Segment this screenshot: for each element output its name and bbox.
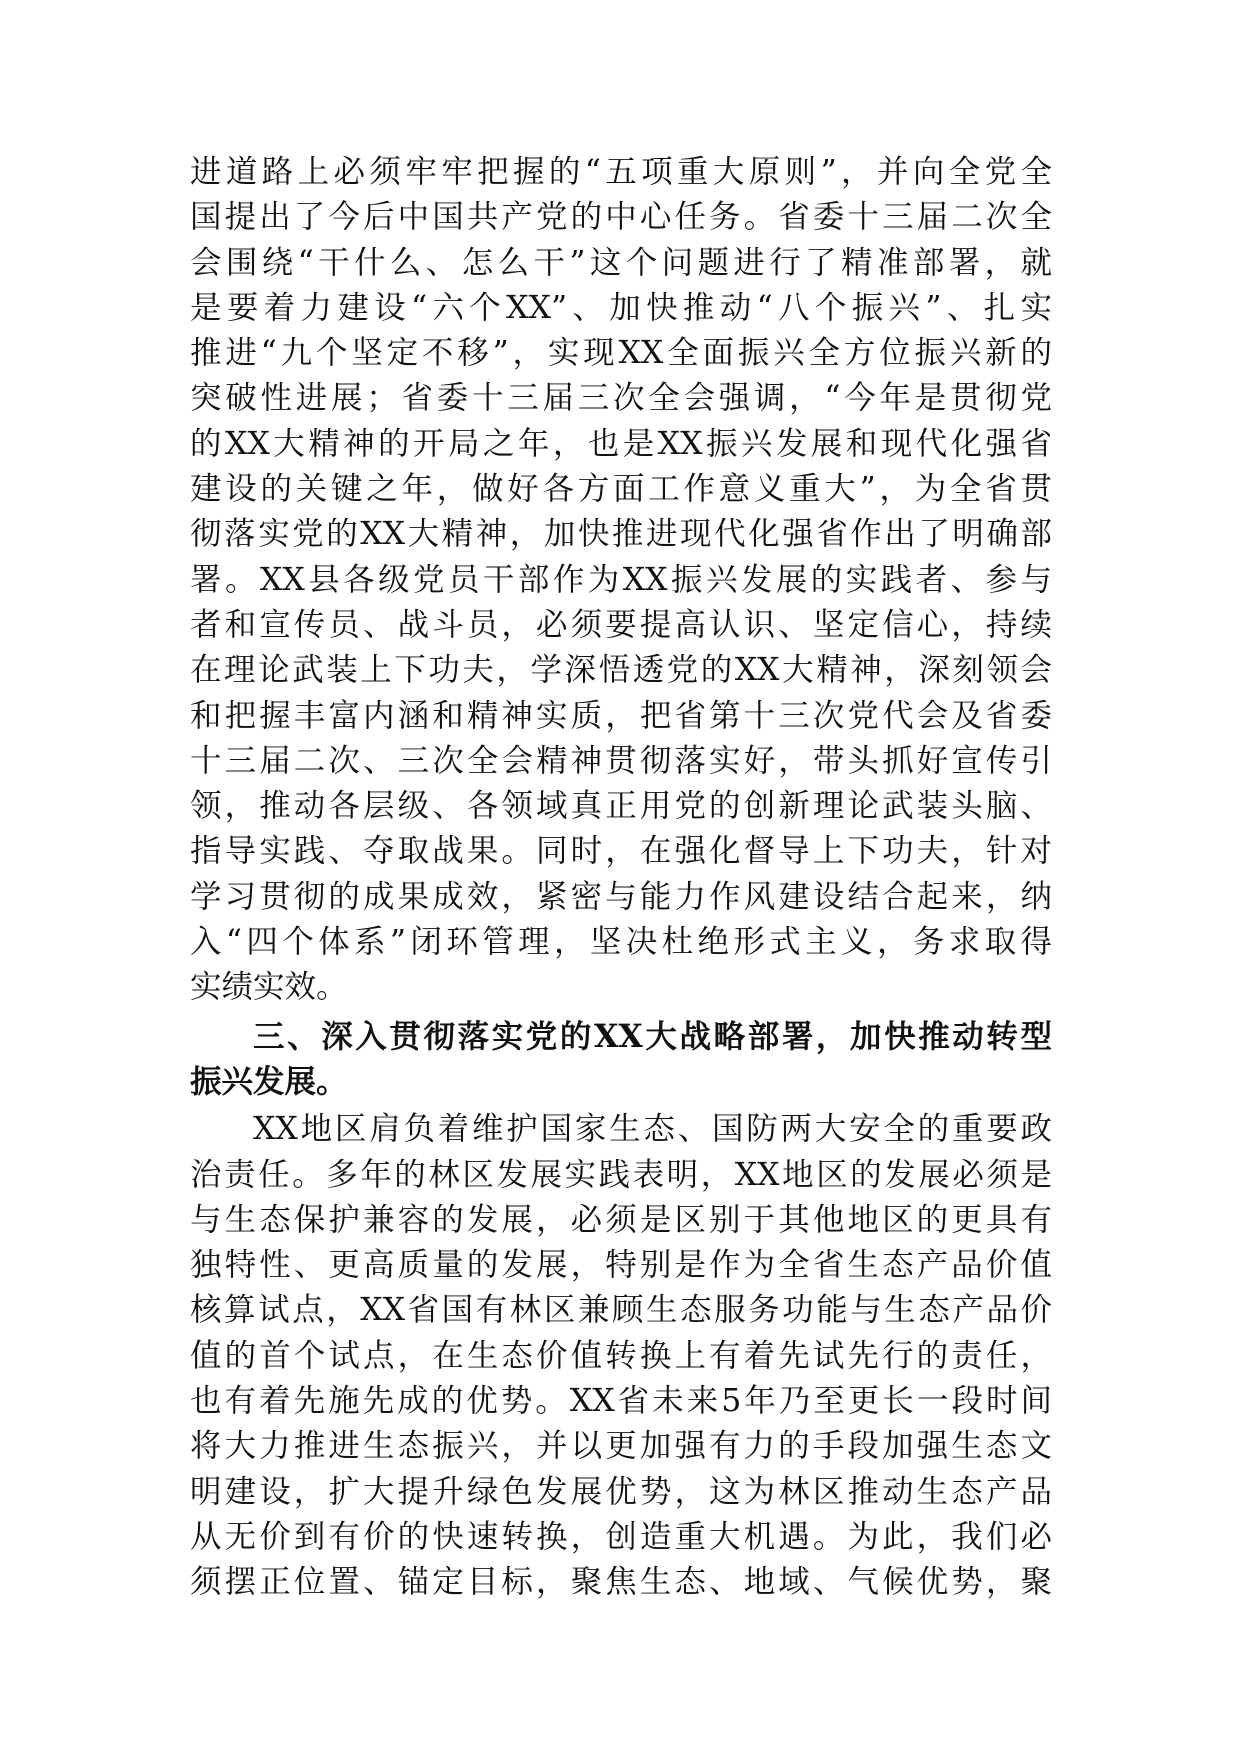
text-line: 须摆正位置、锚定目标，聚焦生态、地域、气候优势，聚 (190, 1564, 1052, 1601)
text-line: 与生态保护兼容的发展，必须是区别于其他地区的更具有 (190, 1201, 1052, 1238)
text-line: 进道路上必须牢牢把握的“五项重大原则”，并向全党全 (190, 154, 1052, 190)
text-line: 是要着力建设“六个XX”、加快推动“八个振兴”、扎实 (190, 289, 1052, 326)
text-line: 将大力推进生态振兴，并以更加强有力的手段加强生态文 (190, 1428, 1052, 1465)
section-heading (190, 1014, 1052, 1105)
text-line: 者和宣传员、战斗员，必须要提高认识、坚定信心，持续 (190, 606, 1052, 643)
text-line: 彻落实党的XX大精神，加快推进现代化强省作出了明确部 (190, 516, 1052, 553)
text-line: 推进“九个坚定不移”，实现XX全面振兴全方位振兴新的 (190, 335, 1052, 372)
text-line: 建设的关键之年，做好各方面工作意义重大”，为全省贯 (190, 471, 1052, 508)
text-line: 领，推动各层级、各领域真正用党的创新理论武装头脑、 (190, 788, 1052, 825)
text-line: 明建设，扩大提升绿色发展优势，这为林区推动生态产品 (190, 1473, 1052, 1510)
text-line: 指导实践、夺取战果。同时，在强化督导上下功夫，针对 (190, 833, 1052, 870)
text-line: 核算试点，XX省国有林区兼顾生态服务功能与生态产品价 (190, 1292, 1052, 1329)
paragraph-2 (190, 1107, 1052, 1605)
text-line: 会围绕“干什么、怎么干”这个问题进行了精准部署，就 (190, 244, 1052, 281)
text-line: 十三届二次、三次全会精神贯彻落实好，带头抓好宣传引 (190, 742, 1052, 779)
text-line: 国提出了今后中国共产党的中心任务。省委十三届二次全 (190, 199, 1052, 236)
text-line: 也有着先施先成的优势。XX省未来5年乃至更长一段时间 (190, 1383, 1052, 1420)
text-line: 和把握丰富内涵和精神实质，把省第十三次党代会及省委 (190, 697, 1052, 734)
text-line: 在理论武装上下功夫，学深悟透党的XX大精神，深刻领会 (190, 652, 1052, 689)
text-line: 值的首个试点，在生态价值转换上有着先试先行的责任， (190, 1337, 1052, 1374)
heading-line: 三、深入贯彻落实党的XX大战略部署，加快推动转型 (253, 1017, 1052, 1055)
heading-line: 振兴发展。 (190, 1062, 348, 1100)
text-line: 入“四个体系”闭环管理，坚决杜绝形式主义，务求取得 (190, 924, 1052, 961)
text-line: 署。XX县各级党员干部作为XX振兴发展的实践者、参与 (190, 561, 1052, 598)
text-line: 从无价到有价的快速转换，创造重大机遇。为此，我们必 (190, 1518, 1052, 1555)
text-line: 突破性进展；省委十三届三次全会强调，“今年是贯彻党 (190, 380, 1052, 417)
document-page (190, 150, 1052, 1606)
text-line: 学习贯彻的成果成效，紧密与能力作风建设结合起来，纳 (190, 878, 1052, 915)
text-line: 独特性、更高质量的发展，特别是作为全省生态产品价值 (190, 1247, 1052, 1284)
text-line: XX地区肩负着维护国家生态、国防两大安全的重要政 (253, 1111, 1052, 1148)
text-line: 的XX大精神的开局之年，也是XX振兴发展和现代化强省 (190, 425, 1052, 462)
paragraph-1 (190, 150, 1052, 1011)
text-line: 治责任。多年的林区发展实践表明，XX地区的发展必须是 (190, 1156, 1052, 1193)
text-line: 实绩实效。 (190, 969, 348, 1006)
